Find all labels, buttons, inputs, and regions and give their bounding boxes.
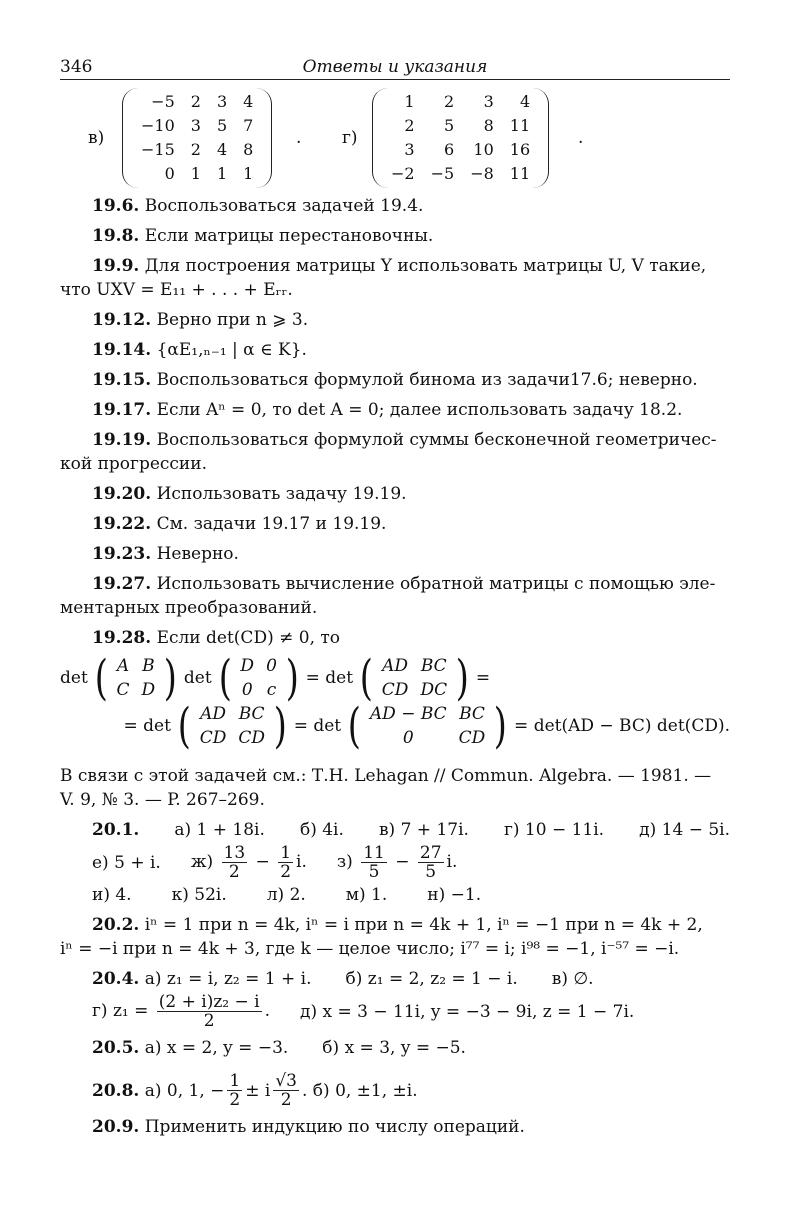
answer-20-1-row3: и) 4. к) 52i. л) 2. м) 1. н) −1. — [92, 885, 482, 905]
answer-20-2-cont: iⁿ = −i при n = 4k + 3, где k — целое число; i⁷⁷ = i; i⁹⁸ = −1, i⁻⁵⁷ = −i. — [60, 939, 680, 959]
matrix-ad-cd: ( AD BC CD CD ) — [177, 698, 287, 754]
answer-20-1: 20.1. а) 1 + 18i. б) 4i. в) 7 + 17i. г) 10 − 11i. д) 14 − 5i. — [92, 820, 730, 840]
formula-line-2: = det ( AD BC CD CD ) = det ( AD − BC BC 0 CD ) = det(AD − BC) det(CD). — [123, 698, 730, 754]
answer-20-5: 20.5. а) x = 2, y = −3. б) x = 3, y = −5. — [92, 1038, 466, 1058]
answer-19-14: 19.14. {αE₁,ₙ₋₁ | α ∈ K}. — [92, 340, 307, 360]
matrix-v-label: в) — [88, 128, 105, 148]
answer-19-22: 19.22. См. задачи 19.17 и 19.19. — [92, 514, 387, 534]
answer-19-19: 19.19. Воспользоваться формулой суммы бесконечной геометричес- — [92, 430, 717, 450]
answer-19-27: 19.27. Использовать вычисление обратной матрицы с помощью эле- — [92, 574, 716, 594]
formula-line-1: det ( A B C D ) det ( D 0 0 c ) = det ( AD BC CD DC ) = — [60, 650, 491, 706]
answer-19-9: 19.9. Для построения матрицы Y использовать матрицы U, V такие, — [92, 256, 707, 276]
matrices-block: в) −5 2 3 4 −10 3 5 7 −15 2 4 8 0 1 1 1 . г) 1 2 3 4 2 5 8 11 3 6 10 16 −2 −5 −8 11 . — [60, 88, 730, 188]
answer-19-27-cont: ментарных преобразований. — [60, 598, 318, 618]
answer-19-8: 19.8. Если матрицы перестановочны. — [92, 226, 434, 246]
answer-19-23: 19.23. Неверно. — [92, 544, 239, 564]
matrix-adbc: ( AD − BC BC 0 CD ) — [347, 698, 508, 754]
answer-19-6: 19.6. Воспользоваться задачей 19.4. — [92, 196, 424, 216]
answer-19-15: 19.15. Воспользоваться формулой бинома из задачи17.6; неверно. — [92, 370, 698, 390]
matrix-g: 1 2 3 4 2 5 8 11 3 6 10 16 −2 −5 −8 11 — [372, 88, 549, 188]
answer-20-4-row2: г) z₁ = $\frac{\text{(2 + i)z₂ − i}}{2}$ . д) x = 3 − 11i, y = −3 − 9i, z = 1 − 7i. — [92, 992, 635, 1031]
reference-line-1: В связи с этой задачей см.: Т.Н. Lehagan // Commun. Algebra. — 1981. — — [60, 766, 712, 786]
answer-20-2: 20.2. iⁿ = 1 при n = 4k, iⁿ = i при n = 4k + 1, iⁿ = −1 при n = 4k + 2, — [92, 915, 703, 935]
answer-19-20: 19.20. Использовать задачу 19.19. — [92, 484, 407, 504]
answer-19-28: 19.28. Если det(CD) ≠ 0, то — [92, 628, 341, 648]
answer-20-8: 20.8. а) 0, 1, − $\frac{1}{2}$ ± i $\frac{√3}{2}$ . б) 0, ±1, ±i. — [92, 1071, 418, 1110]
page-number: 346 — [60, 57, 93, 77]
answer-19-9-cont: что UXV = E₁₁ + . . . + Eᵣᵣ. — [60, 280, 293, 300]
reference-line-2: V. 9, № 3. — P. 267–269. — [60, 790, 265, 810]
running-title: Ответы и указания — [302, 57, 488, 77]
answer-20-1-row2: е) 5 + i. ж) $\frac{13}{2}$ − $\frac{1}{2}$ i. з) $\frac{11}{5}$ − $\frac{27}{5}$ i. — [92, 843, 458, 882]
page — [60, 55, 730, 1139]
answer-20-4: 20.4. а) z₁ = i, z₂ = 1 + i. б) z₁ = 2, z₂ = 1 − i. в) ∅. — [92, 969, 594, 989]
answer-20-9: 20.9. Применить индукцию по числу операций. — [92, 1117, 525, 1137]
matrix-v: −5 2 3 4 −10 3 5 7 −15 2 4 8 0 1 1 1 — [122, 88, 272, 188]
matrix-ad-bc: ( AD BC CD DC ) — [359, 650, 470, 706]
answer-19-17: 19.17. Если Aⁿ = 0, то det A = 0; далее использовать задачу 18.2. — [92, 400, 683, 420]
matrix-g-label: г) — [342, 128, 358, 148]
page-header — [60, 55, 730, 80]
matrix-d0: ( D 0 0 c ) — [218, 650, 299, 706]
answer-19-19-cont: кой прогрессии. — [60, 454, 207, 474]
answer-19-12: 19.12. Верно при n ⩾ 3. — [92, 310, 309, 330]
matrix-ab: ( A B C D ) — [94, 650, 178, 706]
